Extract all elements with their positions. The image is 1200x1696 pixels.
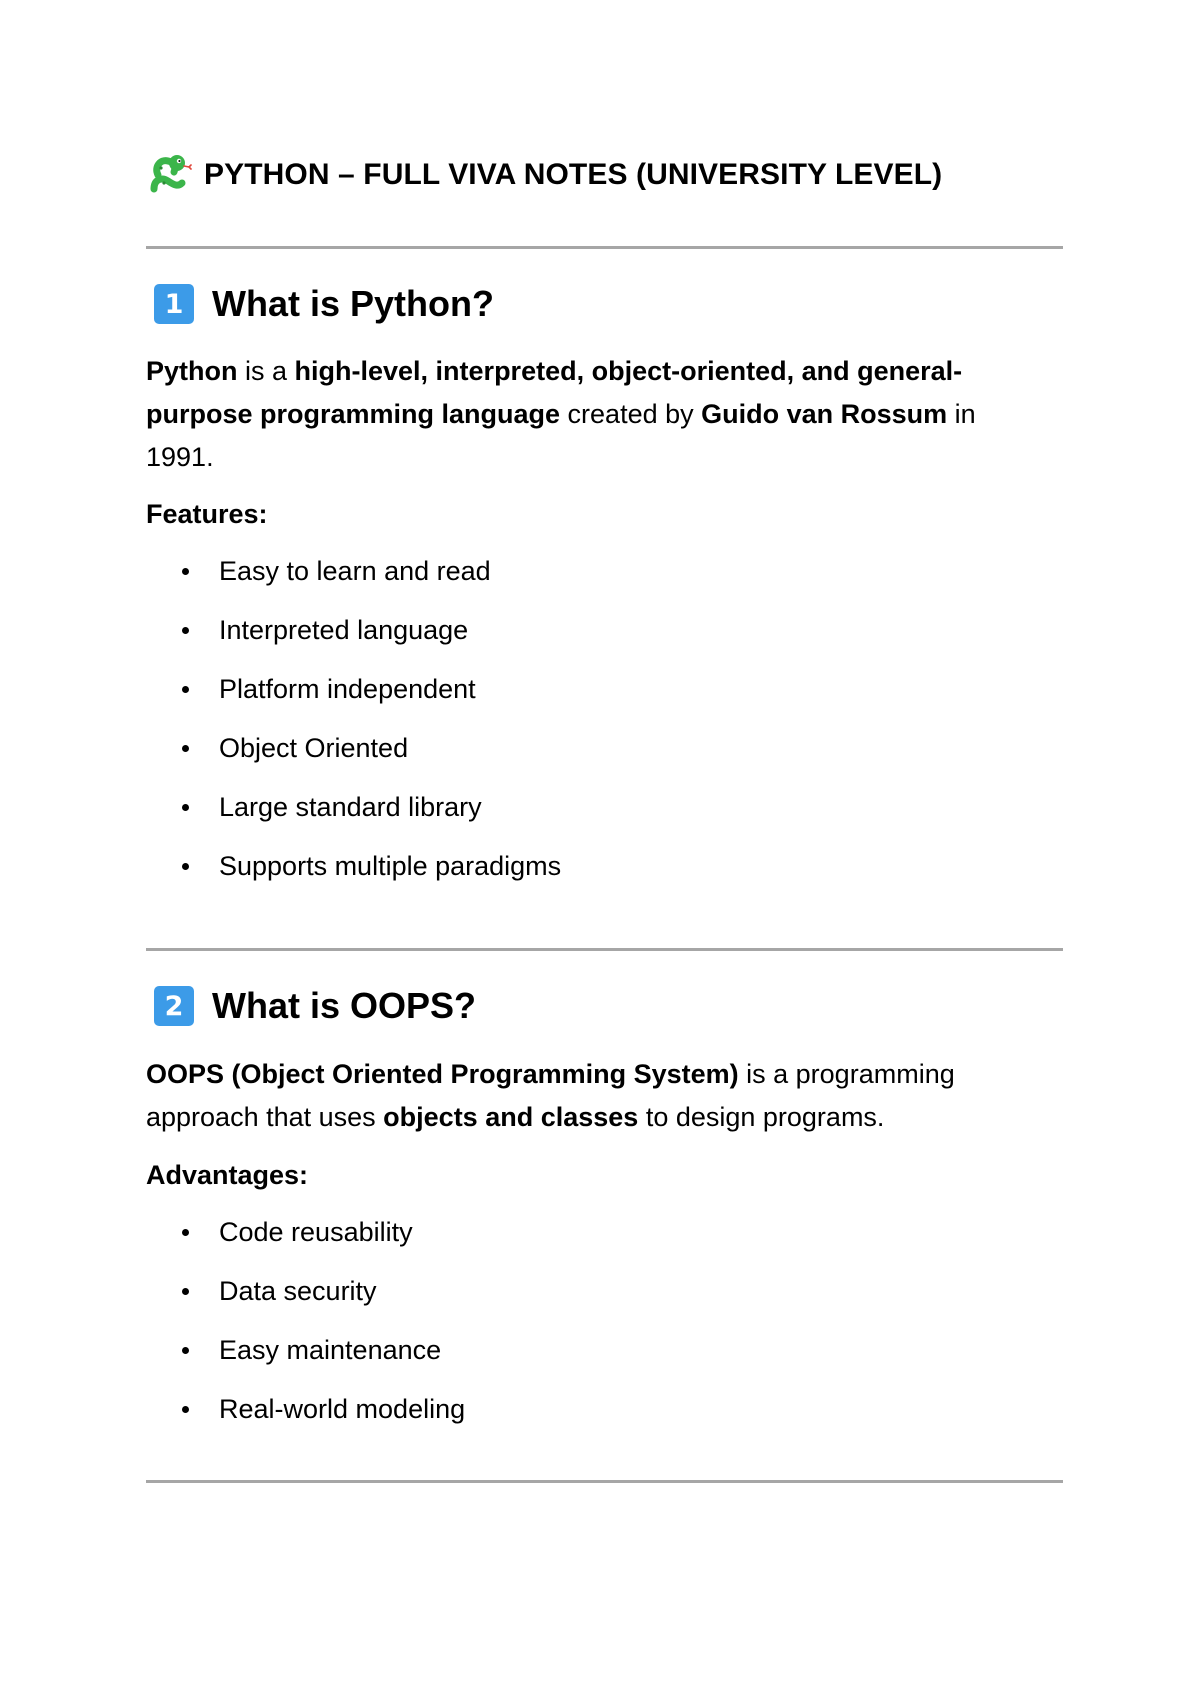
bullet-icon	[182, 686, 189, 693]
bullet-icon	[182, 1229, 189, 1236]
number-badge-2: 2	[154, 986, 194, 1026]
bullet-icon	[182, 568, 189, 575]
bullet-icon	[182, 1406, 189, 1413]
section-1-heading	[154, 280, 494, 328]
list-item	[146, 851, 561, 910]
features-list	[146, 556, 561, 910]
list-item-text: Large standard library	[219, 792, 482, 822]
list-item	[146, 1217, 465, 1276]
bullet-icon	[182, 745, 189, 752]
intro-bold-text: objects and classes	[383, 1102, 639, 1132]
list-item	[146, 792, 561, 851]
intro-bold-text: OOPS (Object Oriented Programming System)	[146, 1059, 739, 1089]
section-1-intro	[146, 350, 1026, 479]
intro-text: to design programs.	[638, 1102, 885, 1132]
intro-text: created by	[560, 399, 702, 429]
list-item	[146, 615, 561, 674]
number-badge-1: 1	[154, 284, 194, 324]
bullet-icon	[182, 1347, 189, 1354]
list-item-text: Code reusability	[219, 1217, 413, 1247]
document-header	[148, 150, 942, 200]
list-item	[146, 733, 561, 792]
section-2-intro	[146, 1053, 1026, 1139]
list-item-text: Platform independent	[219, 674, 476, 704]
list-item-text: Data security	[219, 1276, 377, 1306]
list-item	[146, 1335, 465, 1394]
list-item-text: Easy maintenance	[219, 1335, 442, 1365]
intro-bold-text: Guido van Rossum	[701, 399, 948, 429]
intro-bold-text: Python	[146, 356, 238, 386]
list-item-text: Real-world modeling	[219, 1394, 466, 1424]
bullet-icon	[182, 804, 189, 811]
bullet-icon	[182, 1288, 189, 1295]
list-item-text: Supports multiple paradigms	[219, 851, 562, 881]
list-item	[146, 1394, 465, 1453]
intro-text: in 1991.	[146, 399, 976, 472]
advantages-list	[146, 1217, 465, 1453]
section-2-title: What is OOPS?	[212, 985, 477, 1026]
divider	[146, 948, 1063, 951]
list-item-text: Object Oriented	[219, 733, 409, 763]
divider	[146, 246, 1063, 249]
bullet-icon	[182, 627, 189, 634]
divider	[146, 1480, 1063, 1483]
intro-bold-text: high-level, interpreted, object-oriented, and general-purpose programming language	[146, 356, 963, 429]
list-item	[146, 556, 561, 615]
snake-icon	[148, 153, 192, 197]
list-item-text: Easy to learn and read	[219, 556, 491, 586]
intro-text: is a programming approach that uses	[146, 1059, 955, 1132]
document-title: PYTHON – FULL VIVA NOTES (UNIVERSITY LEVEL)	[204, 158, 943, 191]
intro-text: is a	[237, 356, 295, 386]
bullet-icon	[182, 863, 189, 870]
list-item	[146, 1276, 465, 1335]
list-item	[146, 674, 561, 733]
section-2-heading	[154, 982, 476, 1030]
features-label: Features:	[146, 499, 268, 529]
list-item-text: Interpreted language	[219, 615, 469, 645]
advantages-label: Advantages:	[146, 1160, 309, 1190]
section-1-title: What is Python?	[212, 283, 494, 324]
